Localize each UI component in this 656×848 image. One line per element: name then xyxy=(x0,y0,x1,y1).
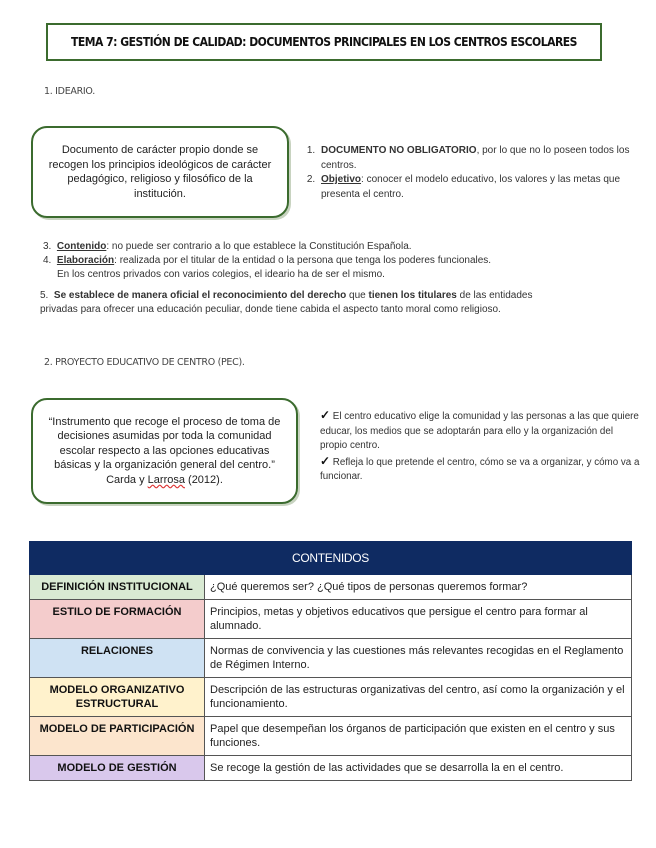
table-row xyxy=(30,756,632,781)
item-bold: Se establece de manera oficial el reconocimiento del derecho xyxy=(53,290,347,301)
list-item-continuation: En los centros privados con varios colegios, el ideario ha de ser el mismo. xyxy=(57,269,385,280)
row-description: Descripción de las estructuras organizativas del centro, así como la organización y el funcionamiento. xyxy=(205,678,632,717)
list-item xyxy=(43,240,633,254)
item-number: 3. xyxy=(43,241,52,252)
check-item xyxy=(320,454,642,485)
check-icon: ✓ xyxy=(320,453,331,468)
item-text: : realizada por el titular de la entidad o la persona que tenga los poderes funcionales. xyxy=(114,255,492,266)
list-item xyxy=(43,254,633,268)
list-item xyxy=(318,144,630,173)
item-number: 5. xyxy=(40,290,49,301)
item-bold: Objetivo xyxy=(321,174,362,185)
item-text: que xyxy=(346,290,369,301)
ideario-items xyxy=(43,240,633,282)
check-text: El centro educativo elige la comunidad y las personas a las que quiere educar, los medios que se adoptarán para ello y la organización del propio centro. xyxy=(320,411,639,451)
table-row xyxy=(30,575,632,600)
quote-text: “Instrumento que recoge el proceso de toma de decisiones asumidas por toda la comunidad escolar respecto a las opciones educativas básicas y la organización general del centro.” Carda y xyxy=(48,415,281,486)
item-number: 4. xyxy=(43,255,52,266)
row-description: Principios, metas y objetivos educativos que persigue el centro para formar al alumnado. xyxy=(205,600,632,639)
list-item-continuation: privadas para ofrecer una educación peculiar, donde tiene cabida el aspecto tanto moral como religioso. xyxy=(40,304,501,315)
list-item xyxy=(40,289,640,303)
row-category: MODELO DE PARTICIPACIÓN xyxy=(30,717,205,756)
item-text: , por lo que no lo poseen todos los centros. xyxy=(321,145,630,171)
table-header: CONTENIDOS xyxy=(30,542,632,575)
check-item xyxy=(320,408,642,454)
check-icon: ✓ xyxy=(320,408,331,422)
quote-year: (2012). xyxy=(184,473,223,486)
contents-table xyxy=(29,541,632,781)
table-row xyxy=(30,600,632,639)
item-bold: Contenido xyxy=(56,241,107,252)
item-bold: Elaboración xyxy=(56,255,115,266)
row-description: Se recoge la gestión de las actividades que se desarrolla la en el centro. xyxy=(205,756,632,781)
row-category: ESTILO DE FORMACIÓN xyxy=(30,600,205,639)
row-description: ¿Qué queremos ser? ¿Qué tipos de personas queremos formar? xyxy=(205,575,632,600)
ideario-item-5-cont xyxy=(40,303,640,317)
row-description: Papel que desempeñan los órganos de participación que existen en el centro y sus funciones. xyxy=(205,717,632,756)
check-text: Refleja lo que pretende el centro, cómo se va a organizar, y cómo va a funcionar. xyxy=(320,456,640,482)
table-row xyxy=(30,717,632,756)
pec-checks xyxy=(320,408,642,485)
row-category: MODELO ORGANIZATIVO ESTRUCTURAL xyxy=(30,678,205,717)
quote-author: Larrosa xyxy=(147,473,185,486)
item-text: : no puede ser contrario a lo que establece la Constitución Española. xyxy=(106,241,412,252)
ideario-side-list xyxy=(300,144,630,202)
ideario-item-5 xyxy=(40,289,640,303)
page-title: TEMA 7: GESTIÓN DE CALIDAD: DOCUMENTOS PRINCIPALES EN LOS CENTROS ESCOLARES xyxy=(46,23,602,61)
section-2-heading: 2. PROYECTO EDUCATIVO DE CENTRO (PEC). xyxy=(44,357,245,368)
item-bold: tienen los titulares xyxy=(368,290,457,301)
contents-table-wrapper xyxy=(29,541,632,781)
item-text: : conocer el modelo educativo, los valores y las metas que presenta el centro. xyxy=(321,174,621,200)
pec-quote-box xyxy=(31,398,298,504)
ideario-definition-box: Documento de carácter propio donde se recogen los principios ideológicos de carácter pedagógico, religioso y filosófico de la institución. xyxy=(31,126,289,218)
item-text: de las entidades xyxy=(456,290,533,301)
item-bold: DOCUMENTO NO OBLIGATORIO xyxy=(321,145,477,156)
table-row xyxy=(30,678,632,717)
pec-quote xyxy=(43,415,286,488)
table-row xyxy=(30,639,632,678)
row-category: RELACIONES xyxy=(30,639,205,678)
row-category: MODELO DE GESTIÓN xyxy=(30,756,205,781)
list-item xyxy=(318,173,630,202)
row-category: DEFINICIÓN INSTITUCIONAL xyxy=(30,575,205,600)
section-1-heading: 1. IDEARIO. xyxy=(44,86,95,97)
row-description: Normas de convivencia y las cuestiones más relevantes recogidas en el Reglamento de Régimen Interno. xyxy=(205,639,632,678)
